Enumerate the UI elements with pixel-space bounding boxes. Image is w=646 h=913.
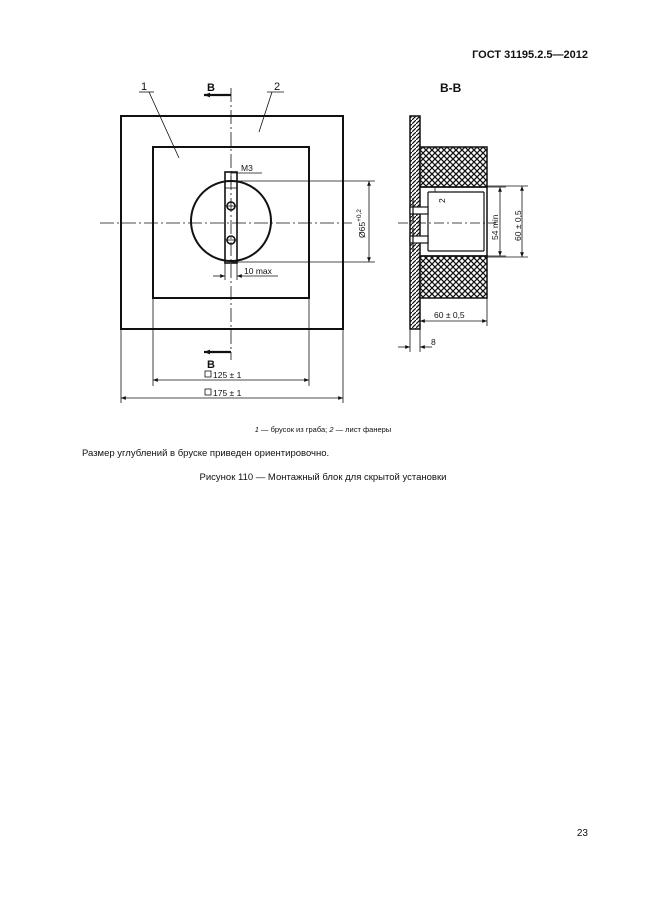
diameter-label: $Ø65^{+0,2}$ [356, 209, 367, 238]
section-mark-top: B [207, 82, 215, 94]
legend-text-1: — брусок из граба; [258, 425, 330, 434]
gap-label: 10 max [244, 266, 272, 276]
plywood-section [410, 116, 420, 329]
dim-height: 60 ± 0,5 [513, 210, 523, 241]
callout-2: 2 [274, 81, 281, 93]
section-mark-bottom: B [207, 359, 215, 371]
page-number: 23 [576, 828, 588, 839]
thread-label: M3 [241, 163, 253, 173]
dim-depth: 54 min [490, 214, 500, 240]
dim-sheet: 8 [431, 337, 436, 347]
legend-number-1: 1 [254, 425, 259, 434]
note-text: Размер углублений в бруске приведен ориентировочно. [82, 448, 330, 459]
section-title: B-B [440, 81, 462, 95]
callout-1: 1 [141, 81, 148, 93]
dim-small: 2 [437, 198, 447, 203]
dim-outer: 175 ± 1 [213, 388, 242, 398]
legend-text-2: — лист фанеры [333, 425, 392, 434]
block-bottom-section [420, 256, 487, 298]
block-top-section [420, 147, 487, 187]
section-view [398, 81, 528, 352]
dim-width: 60 ± 0,5 [434, 310, 465, 320]
standard-code: ГОСТ 31195.2.5—2012 [472, 49, 588, 61]
dim-inner: 125 ± 1 [213, 370, 242, 380]
figure-title: Рисунок 110 — Монтажный блок для скрытой установки [199, 472, 447, 483]
front-view [100, 81, 375, 403]
figure-legend [0, 425, 646, 434]
legend-number-2: 2 [329, 425, 334, 434]
